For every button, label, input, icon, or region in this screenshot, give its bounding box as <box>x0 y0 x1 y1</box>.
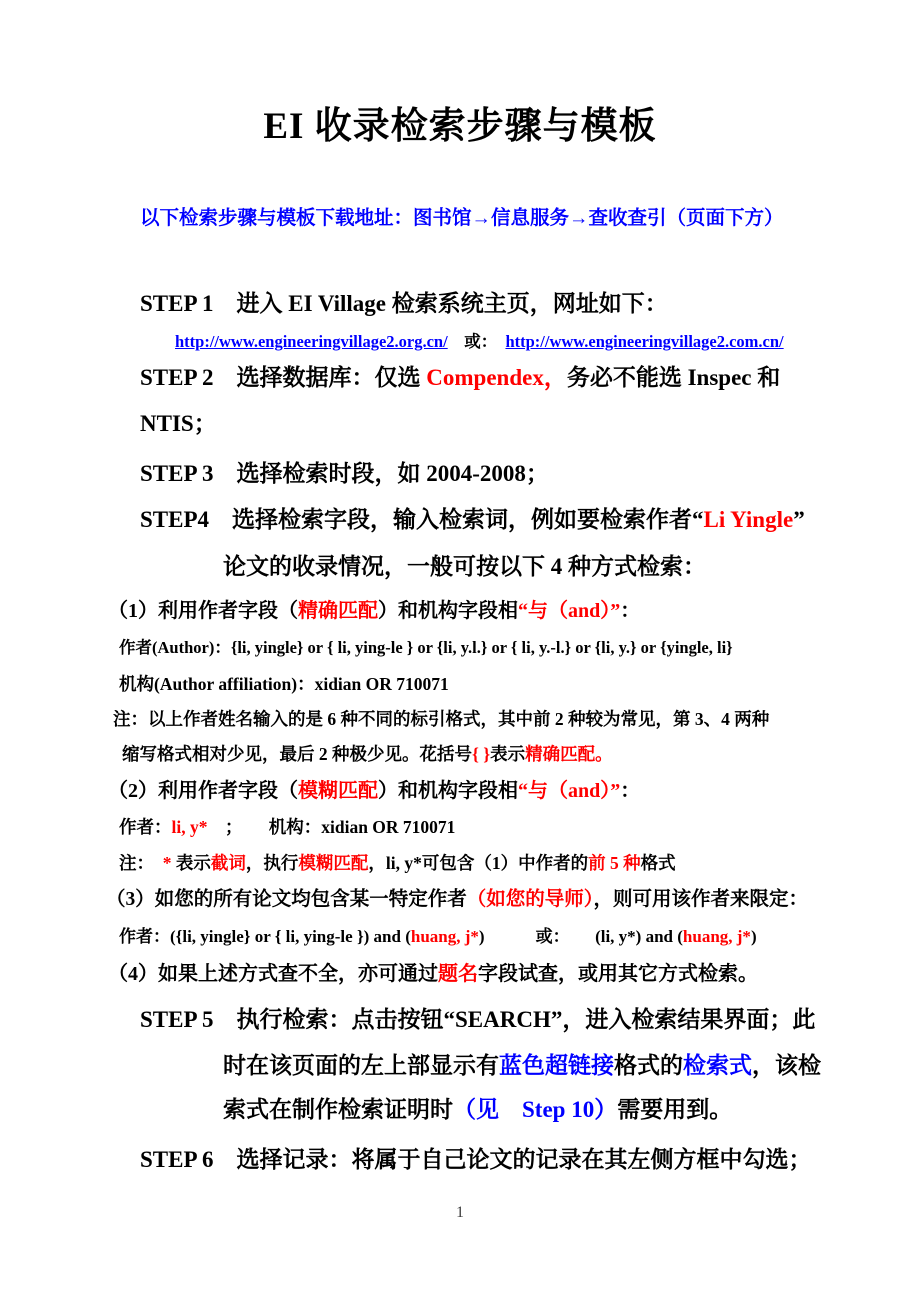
method-1-affiliation-line: 机构(Author affiliation)：xidian OR 710071 <box>119 674 449 694</box>
braces-highlight: { } <box>472 744 491 764</box>
advisor-highlight: （如您的导师） <box>466 889 594 910</box>
step-1-text: STEP 1 进入 EI Village 检索系统主页，网址如下： <box>140 291 668 316</box>
method-1-note-line-2: 缩写格式相对少见，最后 2 种极少见。花括号{ }表示精确匹配。 <box>122 744 613 764</box>
title-field-highlight: 题名 <box>438 963 478 985</box>
see-step-10-highlight: （见 Step 10） <box>453 1097 618 1122</box>
method-2-line: （2）利用作者字段（模糊匹配）和机构字段相“与（and）”： <box>108 780 641 802</box>
exact-match-highlight-2: 精确匹配。 <box>525 744 613 764</box>
engineeringvillage2-org-link[interactable]: http://www.engineeringvillage2.org.cn/ <box>175 332 448 351</box>
exact-match-highlight: 精确匹配 <box>298 600 378 622</box>
step-2-continuation-line: NTIS； <box>140 411 217 436</box>
step-6-line: STEP 6 选择记录：将属于自己论文的记录在其左侧方框中勾选； <box>140 1147 812 1172</box>
step-3-line: STEP 3 选择检索时段，如 2004-2008； <box>140 461 549 486</box>
search-expression-highlight: 检索式 <box>683 1053 752 1078</box>
download-note: 以下检索步骤与模板下载地址：图书馆→信息服务→查收查引（页面下方） <box>140 208 784 229</box>
method-2-note-line: 注： * 表示截词，执行模糊匹配，li, y*可包含（1）中作者的前 5 种格式 <box>119 853 676 873</box>
method-1-line: （1）利用作者字段（精确匹配）和机构字段相“与（and）”： <box>108 600 641 622</box>
step-1-line <box>140 291 668 317</box>
compendex-highlight: Compendex， <box>426 365 567 390</box>
blue-hyperlink-highlight: 蓝色超链接 <box>499 1053 614 1078</box>
step-5-line-3: 索式在制作检索证明时（见 Step 10）需要用到。 <box>223 1097 733 1122</box>
method-1-author-line: 作者(Author)：{li, yingle} or { li, ying-le } or {li, y.l.} or { li, y.-l.} or {li, y.} or {yingle, li} <box>119 638 733 657</box>
and-operator-highlight-2: “与（and）” <box>518 780 621 802</box>
and-operator-highlight: “与（and）” <box>518 600 621 622</box>
step-5-line-2: 时在该页面的左上部显示有蓝色超链接格式的检索式，该检 <box>223 1053 821 1078</box>
step-4-line: STEP4 选择检索字段，输入检索词，例如要检索作者“Li Yingle” <box>140 507 805 532</box>
engineeringvillage2-com-link[interactable]: http://www.engineeringvillage2.com.cn/ <box>505 332 784 351</box>
method-3-line: （3）如您的所有论文均包含某一特定作者（如您的导师），则可用该作者来限定： <box>106 889 809 910</box>
step-1-links-line <box>175 333 784 352</box>
author-name-highlight: Li Yingle <box>703 507 794 532</box>
fuzzy-match-highlight: 模糊匹配 <box>298 780 378 802</box>
method-3-author-line: 作者：({li, yingle} or { li, ying-le }) and (huang, j*) 或： (li, y*) and (huang, j*) <box>119 927 757 946</box>
step-2-line: STEP 2 选择数据库：仅选 Compendex，务必不能选 Inspec 和 <box>140 365 781 390</box>
method-1-note-line-1: 注：以上作者姓名输入的是 6 种不同的标引格式，其中前 2 种较为常见，第 3、4 两种 <box>113 709 770 729</box>
method-2-author-line: 作者：li, y* ； 机构：xidian OR 710071 <box>119 817 456 837</box>
step-4-continuation-line: 论文的收录情况，一般可按以下 4 种方式检索： <box>223 554 706 579</box>
page-title: EI 收录检索步骤与模板 <box>263 106 657 147</box>
step-5-line-1: STEP 5 执行检索：点击按钮“SEARCH”，进入检索结果界面；此 <box>140 1007 816 1032</box>
method-4-line: （4）如果上述方式查不全，亦可通过题名字段试查，或用其它方式检索。 <box>108 963 758 985</box>
page-number: 1 <box>456 1204 464 1221</box>
truncated-author-highlight: li, y* <box>171 817 208 837</box>
links-or-separator: 或： <box>447 332 506 351</box>
